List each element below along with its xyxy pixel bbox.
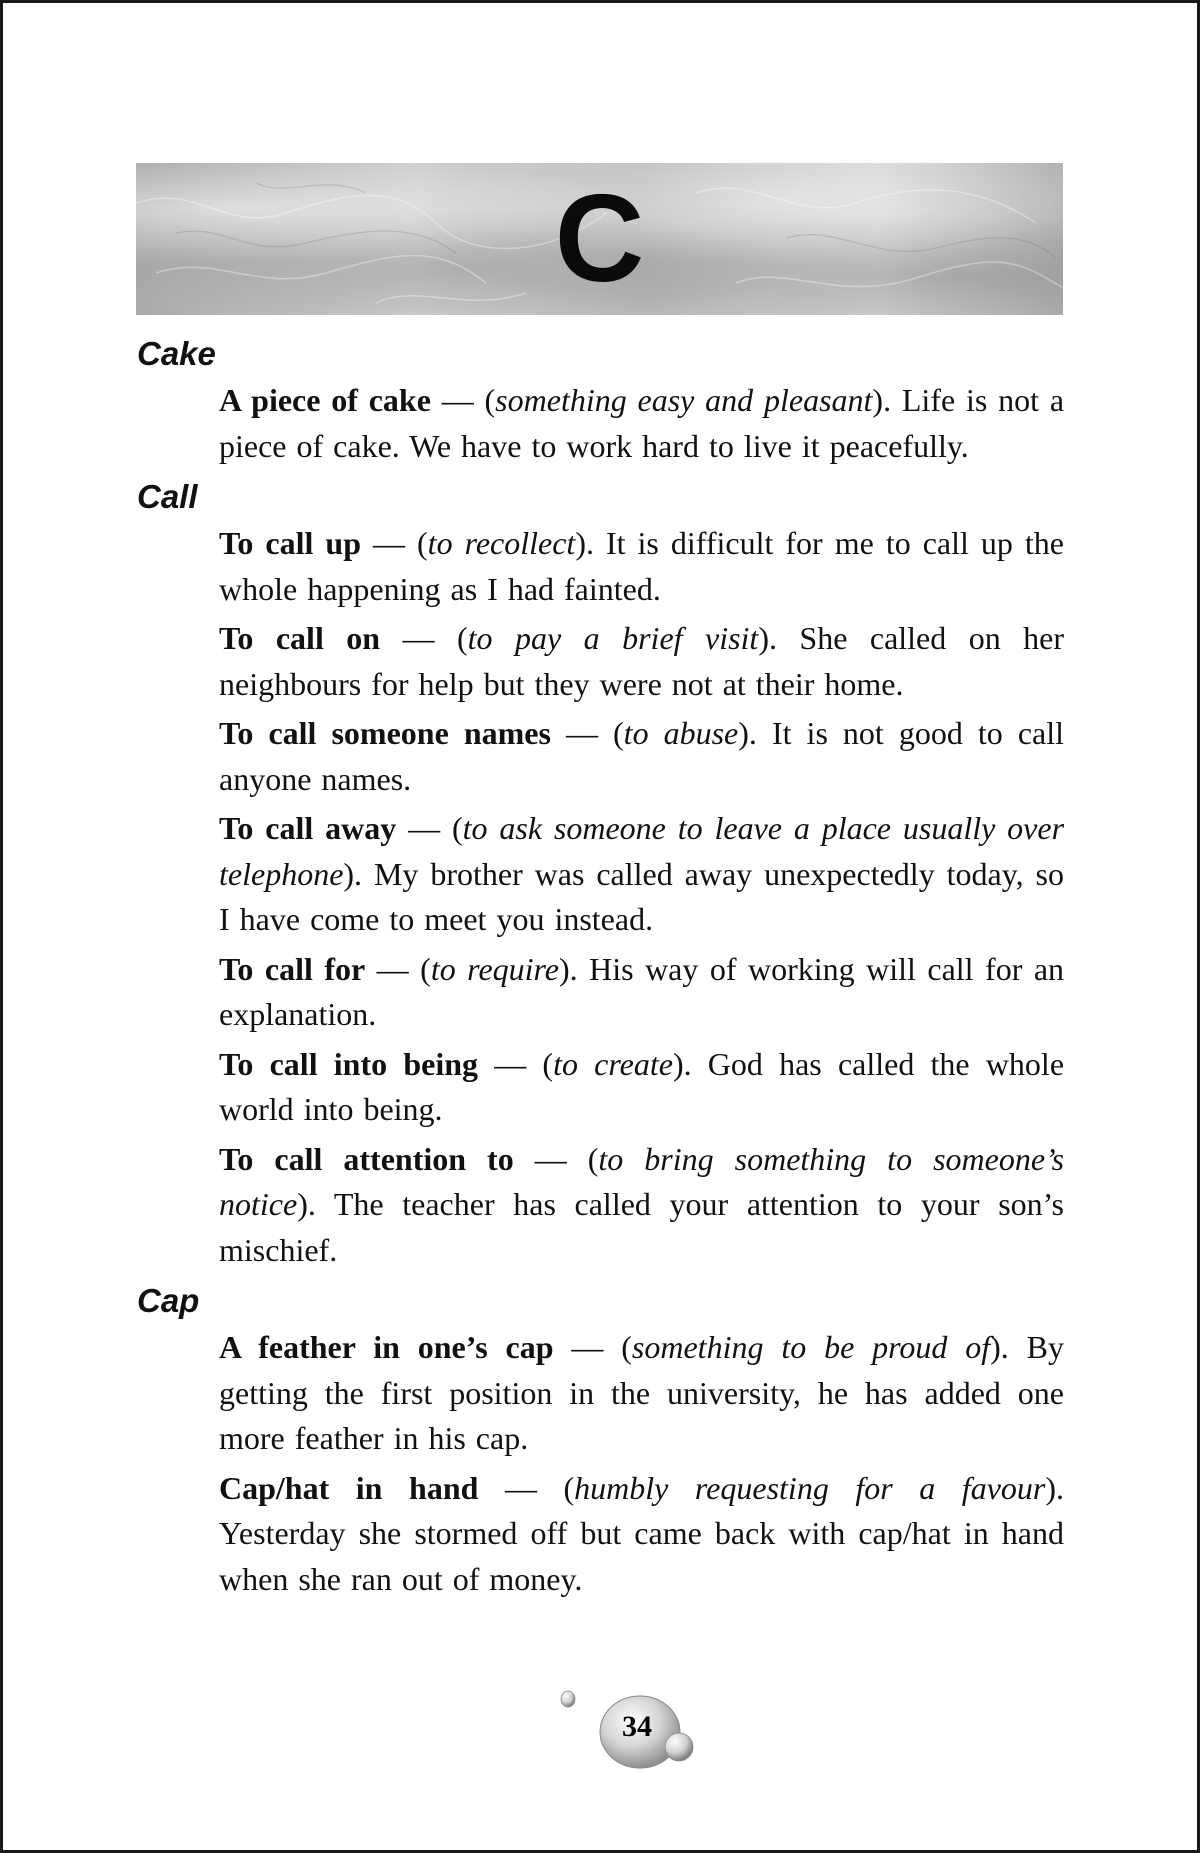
idiom-term: To call someone names [219,715,551,751]
idiom-example: ). Life is not a piece of cake. We have to work hard to live it peacefully. [219,382,1065,464]
idiom-example: ). God has called the whole world into being. [219,1045,1065,1127]
section-cap [137,1277,1064,1602]
idiom-separator: — ( [380,620,468,656]
idiom-separator: — ( [478,1469,575,1506]
letter-banner [136,163,1063,315]
idiom-term: To call away [219,810,397,846]
idiom-example: ). His way of working will call for an explanation. [219,950,1065,1032]
idiom-separator: — ( [513,1140,599,1177]
dictionary-content [137,330,1064,1606]
section-cake [137,330,1064,469]
section-heading: Cake [137,335,216,372]
idiom-meaning: to ask someone to leave a place usually over telephone [219,810,1065,892]
idiom-meaning: to recollect [427,525,576,561]
idiom-separator: — ( [365,950,431,987]
section-letter: C [554,170,645,308]
idiom-separator: — ( [550,715,624,751]
idiom-entry [219,1325,1064,1462]
idiom-separator: — ( [430,382,496,418]
idiom-meaning: something to be proud of [631,1329,991,1365]
idiom-entry [219,806,1064,943]
page-number-badge [560,1685,700,1775]
idiom-example: ). Yesterday she stormed off but came back with cap/hat in hand when she ran out of money. [219,1469,1065,1597]
idiom-term: To call for [219,950,366,987]
idiom-term: To call up [219,525,361,561]
idiom-separator: — ( [478,1045,554,1082]
idiom-term: To call on [219,620,381,656]
idiom-example: ). The teacher has called your attention to your son’s mischief. [219,1186,1064,1268]
idiom-separator: — ( [553,1329,632,1365]
idiom-meaning: something easy and pleasant [495,382,873,418]
idiom-meaning: to abuse [623,715,739,751]
idiom-entry [219,1042,1064,1133]
idiom-entry [219,378,1064,469]
idiom-example: ). By getting the first position in the university, he has added one more feather in his cap. [219,1329,1064,1456]
idiom-example: ). It is difficult for me to call up the whole happening as I had fainted. [219,525,1065,607]
idiom-meaning: to require [430,950,560,987]
idiom-entry [219,1466,1064,1603]
section-heading: Call [137,478,198,515]
section-heading: Cap [137,1282,200,1319]
idiom-entry [219,711,1064,802]
idiom-entry [219,1137,1064,1274]
idiom-entry [219,521,1064,612]
idiom-meaning: to bring something to someone’s notice [219,1140,1065,1222]
idiom-meaning: to pay a brief visit [467,620,759,656]
idiom-example: ). My brother was called away unexpectedly today, so I have come to meet you instead. [219,855,1064,937]
section-call [137,473,1064,1273]
idiom-meaning: humbly requesting for a favour [574,1469,1046,1506]
idiom-entry [219,947,1064,1038]
idiom-term: A piece of cake [219,382,431,418]
idiom-separator: — ( [396,810,463,846]
idiom-example: ). It is not good to call anyone names. [219,715,1065,797]
page-number: 34 [622,1710,652,1743]
idiom-example: ). She called on her neighbours for help but they were not at their home. [219,620,1065,702]
idiom-term: To call attention to [219,1140,514,1177]
idiom-separator: — ( [361,525,428,561]
idiom-term: A feather in one’s cap [219,1329,554,1365]
idiom-entry [219,616,1064,707]
idiom-meaning: to create [553,1045,673,1082]
idiom-term: Cap/hat in hand [219,1469,479,1506]
idiom-term: To call into being [219,1045,479,1082]
